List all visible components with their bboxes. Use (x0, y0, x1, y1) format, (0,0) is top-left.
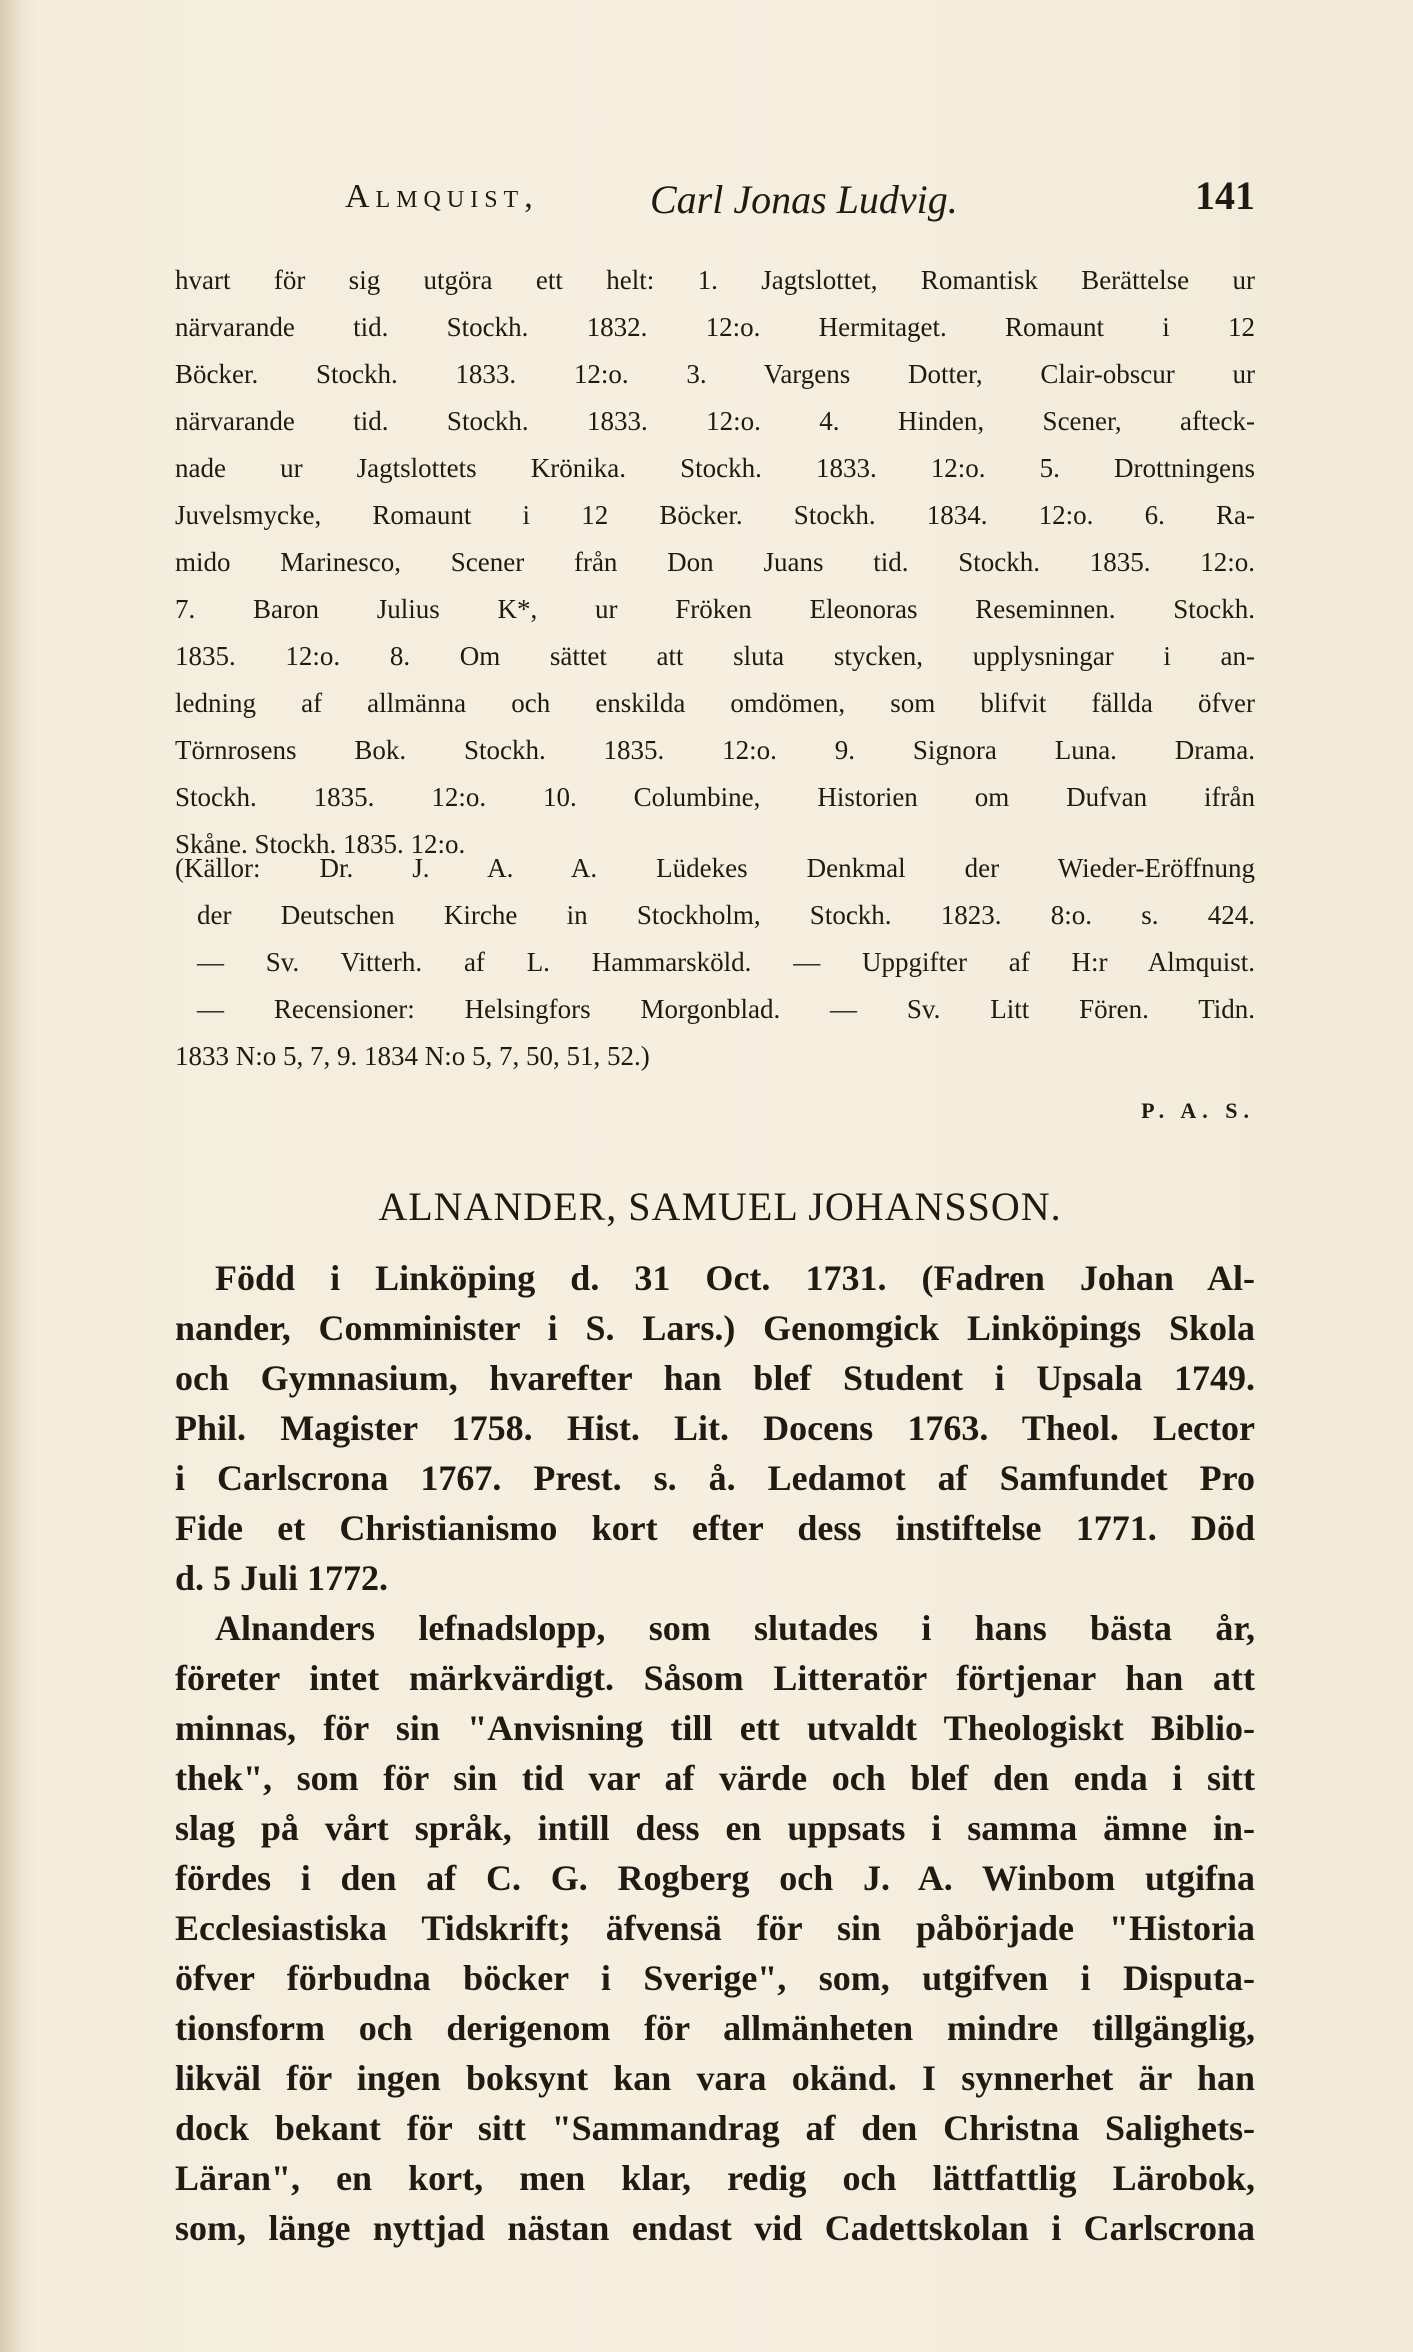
running-head (345, 170, 1255, 220)
catalogue-line: Böcker. Stockh. 1833. 12:o. 3. Vargens Dotter, Clair-obscur ur (175, 359, 1255, 389)
bio-line: som, länge nyttjad nästan endast vid Cadettskolan i Carlscrona (175, 2208, 1255, 2248)
bio-line: öfver förbudna böcker i Sverige", som, utgifven i Disputa- (175, 1958, 1255, 1998)
author-signature: P. A. S. (1141, 1098, 1255, 1123)
running-head-given-names: Carl Jonas Ludvig. (650, 177, 958, 222)
bio-line: slag på vårt språk, intill dess en uppsats i samma ämne in- (175, 1808, 1255, 1848)
bio-line: Född i Linköping d. 31 Oct. 1731. (Fadren Johan Al- (215, 1258, 1255, 1298)
bio-line: likväl för ingen boksynt kan vara okänd. I synnerhet är han (175, 2058, 1255, 2098)
sources-line: 1833 N:o 5, 7, 9. 1834 N:o 5, 7, 50, 51, 52.) (175, 1041, 650, 1071)
bio-line: Läran", en kort, men klar, redig och lättfattlig Lärobok, (175, 2158, 1255, 2198)
bio-line: fördes i den af C. G. Rogberg och J. A. Winbom utgifna (175, 1858, 1255, 1898)
spine-shadow (0, 0, 22, 2352)
sources-line: — Sv. Vitterh. af L. Hammarsköld. — Uppgifter af H:r Almquist. (197, 947, 1255, 977)
bio-line: Alnanders lefnadslopp, som slutades i hans bästa år, (215, 1608, 1255, 1648)
bio-line: dock bekant för sitt "Sammandrag af den Christna Salighets- (175, 2108, 1255, 2148)
bio-line: företer intet märkvärdigt. Såsom Litteratör förtjenar han att (175, 1658, 1255, 1698)
sources-line: — Recensioner: Helsingfors Morgonblad. — Sv. Litt Fören. Tidn. (197, 994, 1255, 1024)
catalogue-line: 1835. 12:o. 8. Om sättet att sluta stycken, upplysningar i an- (175, 641, 1255, 671)
bio-line: Phil. Magister 1758. Hist. Lit. Docens 1763. Theol. Lector (175, 1408, 1255, 1448)
bio-line: tionsform och derigenom för allmänheten mindre tillgänglig, (175, 2008, 1255, 2048)
catalogue-line: mido Marinesco, Scener från Don Juans tid. Stockh. 1835. 12:o. (175, 547, 1255, 577)
bio-line: Ecclesiastiska Tidskrift; äfvensä för sin påbörjade "Historia (175, 1908, 1255, 1948)
catalogue-line: ledning af allmänna och enskilda omdömen, som blifvit fällda öfver (175, 688, 1255, 718)
catalogue-line: närvarande tid. Stockh. 1832. 12:o. Hermitaget. Romaunt i 12 (175, 312, 1255, 342)
bio-line: d. 5 Juli 1772. (175, 1558, 389, 1598)
bio-line: thek", som för sin tid var af värde och blef den enda i sitt (175, 1758, 1255, 1798)
bio-line: och Gymnasium, hvarefter han blef Student i Upsala 1749. (175, 1358, 1255, 1398)
sources-line: (Källor: Dr. J. A. A. Lüdekes Denkmal der Wieder-Eröffnung (175, 853, 1255, 883)
catalogue-line: hvart för sig utgöra ett helt: 1. Jagtslottet, Romantisk Berättelse ur (175, 265, 1255, 295)
page-number: 141 (1195, 173, 1255, 218)
bio-line: Fide et Christianismo kort efter dess instiftelse 1771. Död (175, 1508, 1255, 1548)
catalogue-line: Skåne. Stockh. 1835. 12:o. (175, 829, 466, 859)
catalogue-line: närvarande tid. Stockh. 1833. 12:o. 4. Hinden, Scener, afteck- (175, 406, 1255, 436)
bio-line: minnas, för sin "Anvisning till ett utvaldt Theologiskt Biblio- (175, 1708, 1255, 1748)
catalogue-line: Juvelsmycke, Romaunt i 12 Böcker. Stockh. 1834. 12:o. 6. Ra- (175, 500, 1255, 530)
entry-heading: ALNANDER, SAMUEL JOHANSSON. (378, 1184, 1062, 1229)
catalogue-line: Törnrosens Bok. Stockh. 1835. 12:o. 9. Signora Luna. Drama. (175, 735, 1255, 765)
sources-line: der Deutschen Kirche in Stockholm, Stockh. 1823. 8:o. s. 424. (197, 900, 1255, 930)
catalogue-line: 7. Baron Julius K*, ur Fröken Eleonoras Reseminnen. Stockh. (175, 594, 1255, 624)
running-head-surname: Almquist, (345, 178, 539, 215)
catalogue-line: nade ur Jagtslottets Krönika. Stockh. 1833. 12:o. 5. Drottningens (175, 453, 1255, 483)
bio-line: nander, Comminister i S. Lars.) Genomgick Linköpings Skola (175, 1308, 1255, 1348)
bio-line: i Carlscrona 1767. Prest. s. å. Ledamot af Samfundet Pro (175, 1458, 1255, 1498)
catalogue-line: Stockh. 1835. 12:o. 10. Columbine, Historien om Dufvan ifrån (175, 782, 1255, 812)
